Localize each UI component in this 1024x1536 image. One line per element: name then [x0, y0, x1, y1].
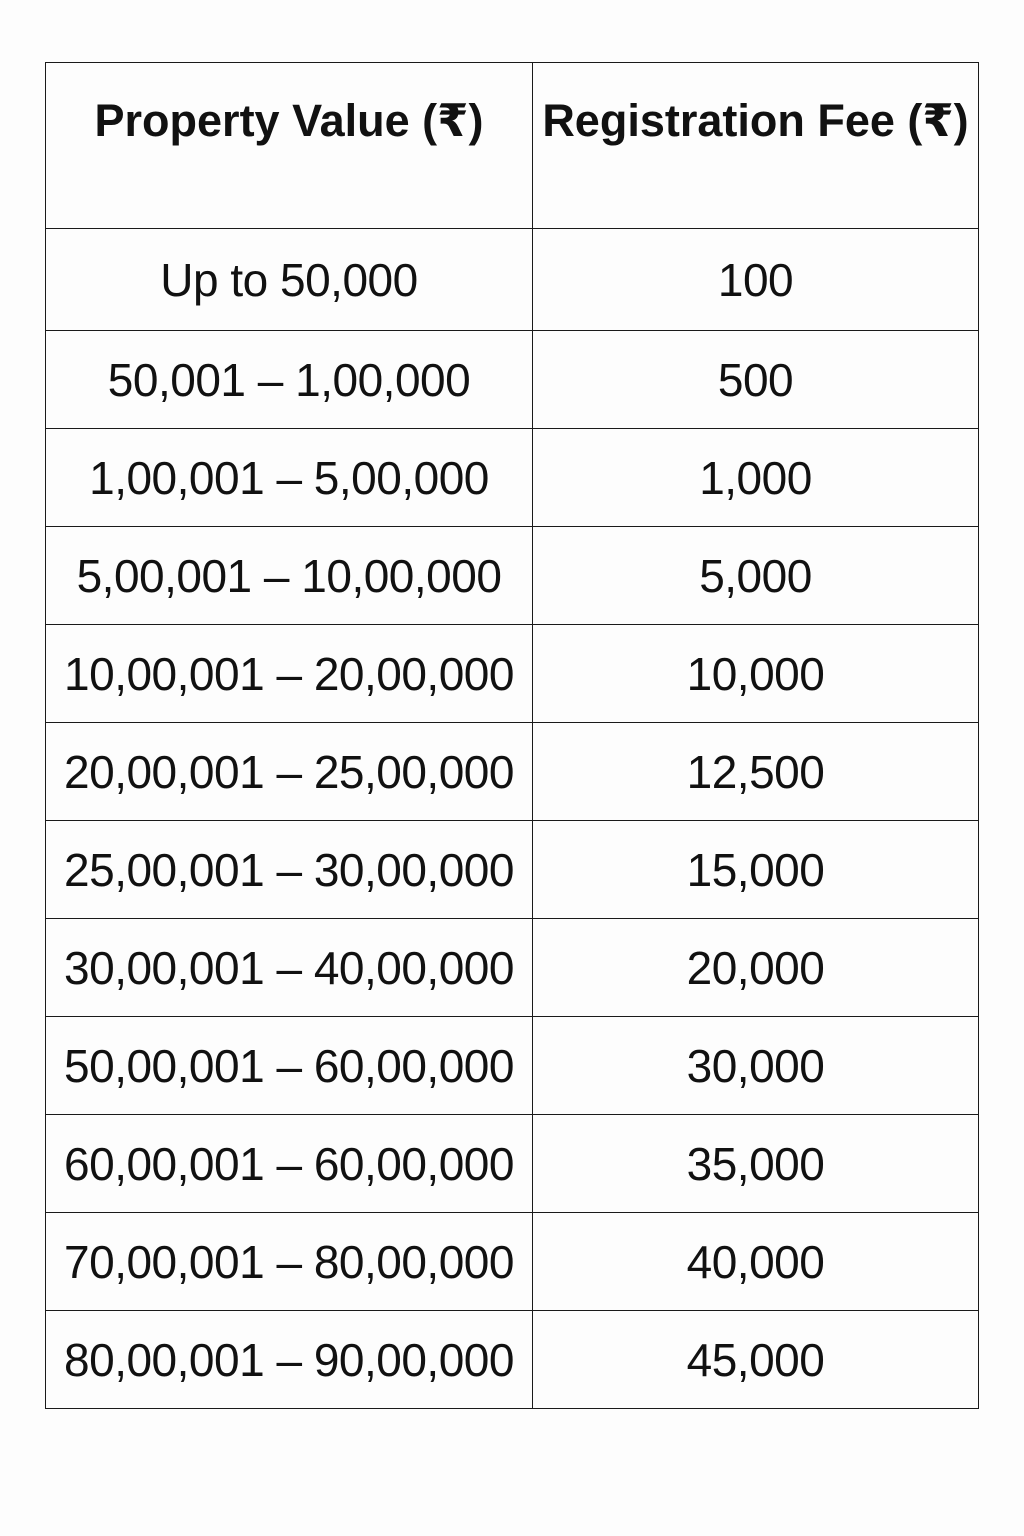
- header-registration-fee: Registration Fee (₹): [533, 63, 979, 229]
- property-value-cell: 25,00,001 – 30,00,000: [46, 821, 533, 919]
- registration-fee-cell: 15,000: [533, 821, 979, 919]
- registration-fee-table: [45, 62, 979, 1409]
- registration-fee-cell: 12,500: [533, 723, 979, 821]
- table-row: [46, 1213, 979, 1311]
- table-row: [46, 331, 979, 429]
- table-row: [46, 1115, 979, 1213]
- property-value-cell: 50,001 – 1,00,000: [46, 331, 533, 429]
- registration-fee-cell: 500: [533, 331, 979, 429]
- property-value-cell: 50,00,001 – 60,00,000: [46, 1017, 533, 1115]
- property-value-cell: 70,00,001 – 80,00,000: [46, 1213, 533, 1311]
- header-property-value: Property Value (₹): [46, 63, 533, 229]
- registration-fee-cell: 45,000: [533, 1311, 979, 1409]
- table-header-row: [46, 63, 979, 229]
- registration-fee-cell: 5,000: [533, 527, 979, 625]
- registration-fee-cell: 35,000: [533, 1115, 979, 1213]
- table-row: [46, 229, 979, 331]
- property-value-cell: 80,00,001 – 90,00,000: [46, 1311, 533, 1409]
- table-row: [46, 723, 979, 821]
- registration-fee-cell: 40,000: [533, 1213, 979, 1311]
- table-row: [46, 1311, 979, 1409]
- table-row: [46, 821, 979, 919]
- registration-fee-cell: 1,000: [533, 429, 979, 527]
- property-value-cell: 30,00,001 – 40,00,000: [46, 919, 533, 1017]
- property-value-cell: 20,00,001 – 25,00,000: [46, 723, 533, 821]
- registration-fee-cell: 10,000: [533, 625, 979, 723]
- property-value-cell: 1,00,001 – 5,00,000: [46, 429, 533, 527]
- registration-fee-cell: 30,000: [533, 1017, 979, 1115]
- registration-fee-cell: 100: [533, 229, 979, 331]
- property-value-cell: 10,00,001 – 20,00,000: [46, 625, 533, 723]
- table-row: [46, 1017, 979, 1115]
- property-value-cell: Up to 50,000: [46, 229, 533, 331]
- table-row: [46, 527, 979, 625]
- table-row: [46, 919, 979, 1017]
- registration-fee-cell: 20,000: [533, 919, 979, 1017]
- table-row: [46, 625, 979, 723]
- property-value-cell: 60,00,001 – 60,00,000: [46, 1115, 533, 1213]
- property-value-cell: 5,00,001 – 10,00,000: [46, 527, 533, 625]
- table-row: [46, 429, 979, 527]
